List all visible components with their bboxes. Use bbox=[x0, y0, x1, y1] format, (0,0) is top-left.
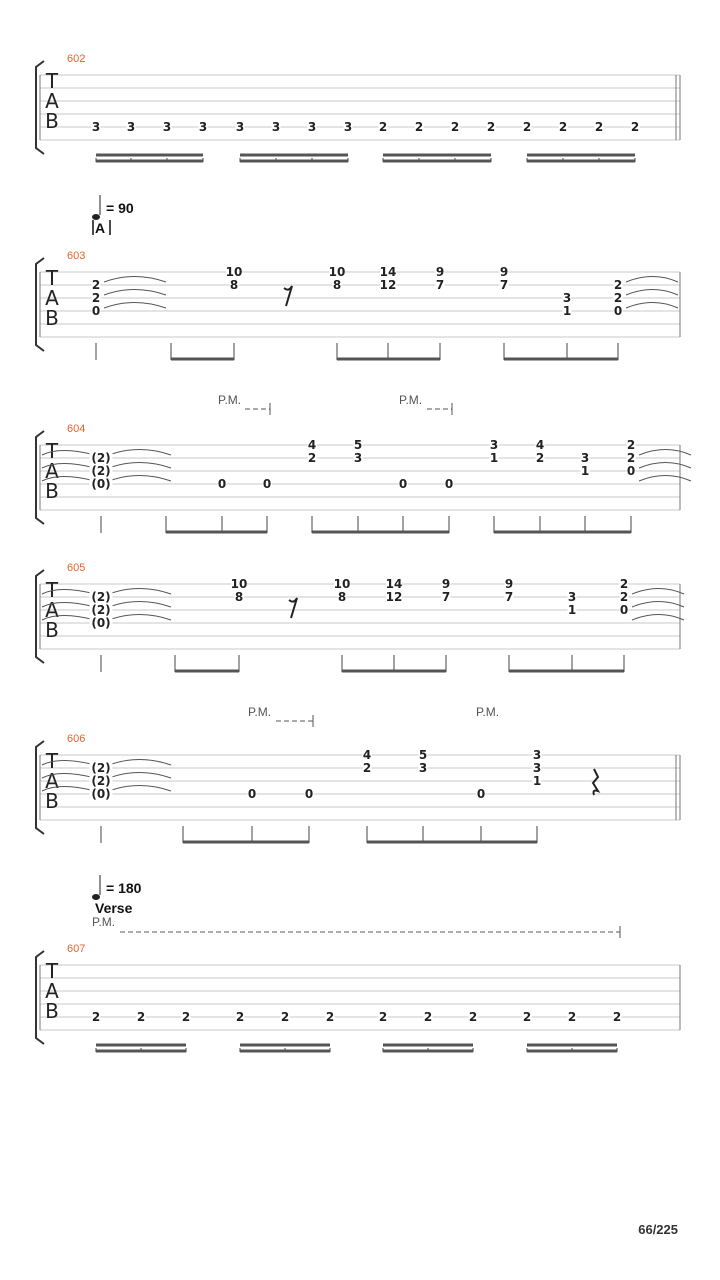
fret-number: 0 bbox=[398, 477, 408, 491]
tie bbox=[109, 476, 171, 482]
fret-number: 3 bbox=[307, 120, 317, 134]
staff-system bbox=[36, 61, 680, 154]
fret-number: 2 bbox=[307, 451, 317, 465]
fret-number: (0) bbox=[91, 616, 111, 630]
tie bbox=[626, 277, 678, 283]
fret-number: 2 bbox=[468, 1010, 478, 1024]
fret-number: 2 bbox=[378, 120, 388, 134]
fret-number: 3 bbox=[562, 291, 572, 305]
tab-clef-letter: A bbox=[45, 459, 59, 483]
tie bbox=[632, 602, 684, 608]
tab-clef-letter: A bbox=[45, 286, 59, 310]
fret-number: 9 bbox=[435, 265, 445, 279]
fret-number: (2) bbox=[91, 451, 111, 465]
fret-number: 3 bbox=[580, 451, 590, 465]
tab-clef-letter: T bbox=[45, 959, 59, 983]
tab-clef-letter: B bbox=[45, 109, 59, 133]
fret-number: 1 bbox=[532, 774, 542, 788]
fret-number: 2 bbox=[613, 291, 623, 305]
fret-number: 2 bbox=[414, 120, 424, 134]
tempo-mark: = 180 bbox=[106, 880, 142, 896]
fret-number: 8 bbox=[234, 590, 244, 604]
tab-clef-letter: A bbox=[45, 769, 59, 793]
fret-number: 2 bbox=[91, 1010, 101, 1024]
tab-clef-letter: T bbox=[45, 439, 59, 463]
fret-number: (0) bbox=[91, 477, 111, 491]
fret-number: 1 bbox=[580, 464, 590, 478]
fret-number: 14 bbox=[379, 265, 397, 279]
fret-number: 3 bbox=[532, 761, 542, 775]
fret-number: 3 bbox=[198, 120, 208, 134]
tab-clef-letter: B bbox=[45, 999, 59, 1023]
tie bbox=[104, 277, 166, 283]
fret-number: 0 bbox=[613, 304, 623, 318]
palm-mute-mark: P.M. bbox=[399, 393, 423, 407]
fret-number: 1 bbox=[562, 304, 572, 318]
fret-number: 2 bbox=[535, 451, 545, 465]
fret-number: 2 bbox=[423, 1010, 433, 1024]
fret-number: 7 bbox=[504, 590, 514, 604]
fret-number: 9 bbox=[441, 577, 451, 591]
fret-number: 8 bbox=[332, 278, 342, 292]
fret-number: 2 bbox=[91, 291, 101, 305]
fret-number: (0) bbox=[91, 787, 111, 801]
fret-number: 10 bbox=[225, 265, 243, 279]
tie bbox=[632, 615, 684, 621]
fret-number: 2 bbox=[626, 451, 636, 465]
fret-number: 2 bbox=[594, 120, 604, 134]
fret-number: 0 bbox=[91, 304, 101, 318]
fret-number: 2 bbox=[522, 1010, 532, 1024]
tie bbox=[639, 450, 691, 456]
tie bbox=[109, 786, 171, 792]
fret-number: 3 bbox=[489, 438, 499, 452]
fret-number: 1 bbox=[489, 451, 499, 465]
palm-mute-mark: P.M. bbox=[218, 393, 242, 407]
fret-number: 8 bbox=[229, 278, 239, 292]
staff-system bbox=[36, 741, 680, 834]
fret-number: 0 bbox=[476, 787, 486, 801]
section-label: Verse bbox=[95, 900, 133, 916]
fret-number: (2) bbox=[91, 464, 111, 478]
rest-icon bbox=[284, 286, 292, 306]
fret-number: 2 bbox=[280, 1010, 290, 1024]
fret-number: 7 bbox=[499, 278, 509, 292]
fret-number: (2) bbox=[91, 761, 111, 775]
tab-clef-letter: A bbox=[45, 89, 59, 113]
tie bbox=[109, 450, 171, 456]
tie bbox=[639, 463, 691, 469]
fret-number: 2 bbox=[325, 1010, 335, 1024]
tab-clef-letter: B bbox=[45, 618, 59, 642]
fret-number: 9 bbox=[499, 265, 509, 279]
tie bbox=[639, 476, 691, 482]
tab-clef-letter: T bbox=[45, 749, 59, 773]
fret-number: 3 bbox=[91, 120, 101, 134]
fret-number: 2 bbox=[362, 761, 372, 775]
fret-number: 2 bbox=[630, 120, 640, 134]
fret-number: 2 bbox=[567, 1010, 577, 1024]
fret-number: 3 bbox=[567, 590, 577, 604]
bar-number: 602 bbox=[67, 53, 86, 65]
tab-clef-letter: B bbox=[45, 306, 59, 330]
tempo-mark: = 90 bbox=[106, 200, 134, 216]
fret-number: 14 bbox=[385, 577, 403, 591]
tie bbox=[109, 760, 171, 766]
tab-clef-letter: T bbox=[45, 69, 59, 93]
page-number: 66/225 bbox=[638, 1222, 678, 1237]
palm-mute-mark: P.M. bbox=[92, 915, 116, 929]
fret-number: 12 bbox=[385, 590, 403, 604]
staff-system bbox=[36, 570, 680, 663]
fret-number: 2 bbox=[235, 1010, 245, 1024]
fret-number: 2 bbox=[612, 1010, 622, 1024]
fret-number: 5 bbox=[418, 748, 428, 762]
tie bbox=[109, 773, 171, 779]
tie bbox=[632, 589, 684, 595]
fret-number: 2 bbox=[91, 278, 101, 292]
tie bbox=[109, 615, 171, 621]
fret-number: 2 bbox=[181, 1010, 191, 1024]
fret-number: 2 bbox=[619, 577, 629, 591]
tie bbox=[109, 602, 171, 608]
tab-clef-letter: B bbox=[45, 789, 59, 813]
fret-number: 0 bbox=[217, 477, 227, 491]
staff-system bbox=[36, 951, 680, 1044]
fret-number: 0 bbox=[626, 464, 636, 478]
palm-mute-mark: P.M. bbox=[248, 705, 272, 719]
fret-number: 3 bbox=[353, 451, 363, 465]
tab-clef-letter: T bbox=[45, 578, 59, 602]
fret-number: (2) bbox=[91, 590, 111, 604]
fret-number: 4 bbox=[307, 438, 317, 452]
fret-number: 3 bbox=[162, 120, 172, 134]
fret-number: 2 bbox=[613, 278, 623, 292]
tie bbox=[109, 589, 171, 595]
fret-number: 0 bbox=[247, 787, 257, 801]
bar-number: 604 bbox=[67, 423, 86, 435]
rest-icon bbox=[593, 769, 598, 795]
palm-mute-mark: P.M. bbox=[476, 705, 500, 719]
fret-number: 2 bbox=[486, 120, 496, 134]
fret-number: 2 bbox=[558, 120, 568, 134]
tab-clef-letter: A bbox=[45, 598, 59, 622]
fret-number: 4 bbox=[362, 748, 372, 762]
fret-number: 3 bbox=[235, 120, 245, 134]
fret-number: 7 bbox=[435, 278, 445, 292]
bar-number: 605 bbox=[67, 562, 86, 574]
fret-number: 0 bbox=[304, 787, 314, 801]
tab-clef-letter: A bbox=[45, 979, 59, 1003]
rest-icon bbox=[289, 598, 297, 618]
tie bbox=[626, 290, 678, 296]
fret-number: 3 bbox=[532, 748, 542, 762]
section-label: A bbox=[95, 220, 106, 236]
fret-number: 3 bbox=[126, 120, 136, 134]
fret-number: 3 bbox=[271, 120, 281, 134]
fret-number: 3 bbox=[418, 761, 428, 775]
fret-number: 10 bbox=[230, 577, 248, 591]
fret-number: 0 bbox=[262, 477, 272, 491]
fret-number: 3 bbox=[343, 120, 353, 134]
fret-number: 1 bbox=[567, 603, 577, 617]
fret-number: 9 bbox=[504, 577, 514, 591]
fret-number: 2 bbox=[378, 1010, 388, 1024]
fret-number: (2) bbox=[91, 603, 111, 617]
fret-number: 4 bbox=[535, 438, 545, 452]
fret-number: 10 bbox=[333, 577, 351, 591]
tab-clef-letter: T bbox=[45, 266, 59, 290]
bar-number: 606 bbox=[67, 733, 86, 745]
fret-number: 8 bbox=[337, 590, 347, 604]
fret-number: 7 bbox=[441, 590, 451, 604]
fret-number: 0 bbox=[619, 603, 629, 617]
bar-number: 607 bbox=[67, 943, 86, 955]
fret-number: 5 bbox=[353, 438, 363, 452]
staff-system bbox=[36, 258, 680, 351]
fret-number: 2 bbox=[619, 590, 629, 604]
fret-number: 12 bbox=[379, 278, 397, 292]
fret-number: 2 bbox=[450, 120, 460, 134]
tie bbox=[109, 463, 171, 469]
fret-number: 2 bbox=[136, 1010, 146, 1024]
bar-number: 603 bbox=[67, 250, 86, 262]
fret-number: 2 bbox=[626, 438, 636, 452]
fret-number: (2) bbox=[91, 774, 111, 788]
tab-clef-letter: B bbox=[45, 479, 59, 503]
fret-number: 10 bbox=[328, 265, 346, 279]
tie bbox=[626, 303, 678, 309]
fret-number: 2 bbox=[522, 120, 532, 134]
tie bbox=[104, 290, 166, 296]
tie bbox=[104, 303, 166, 309]
fret-number: 0 bbox=[444, 477, 454, 491]
